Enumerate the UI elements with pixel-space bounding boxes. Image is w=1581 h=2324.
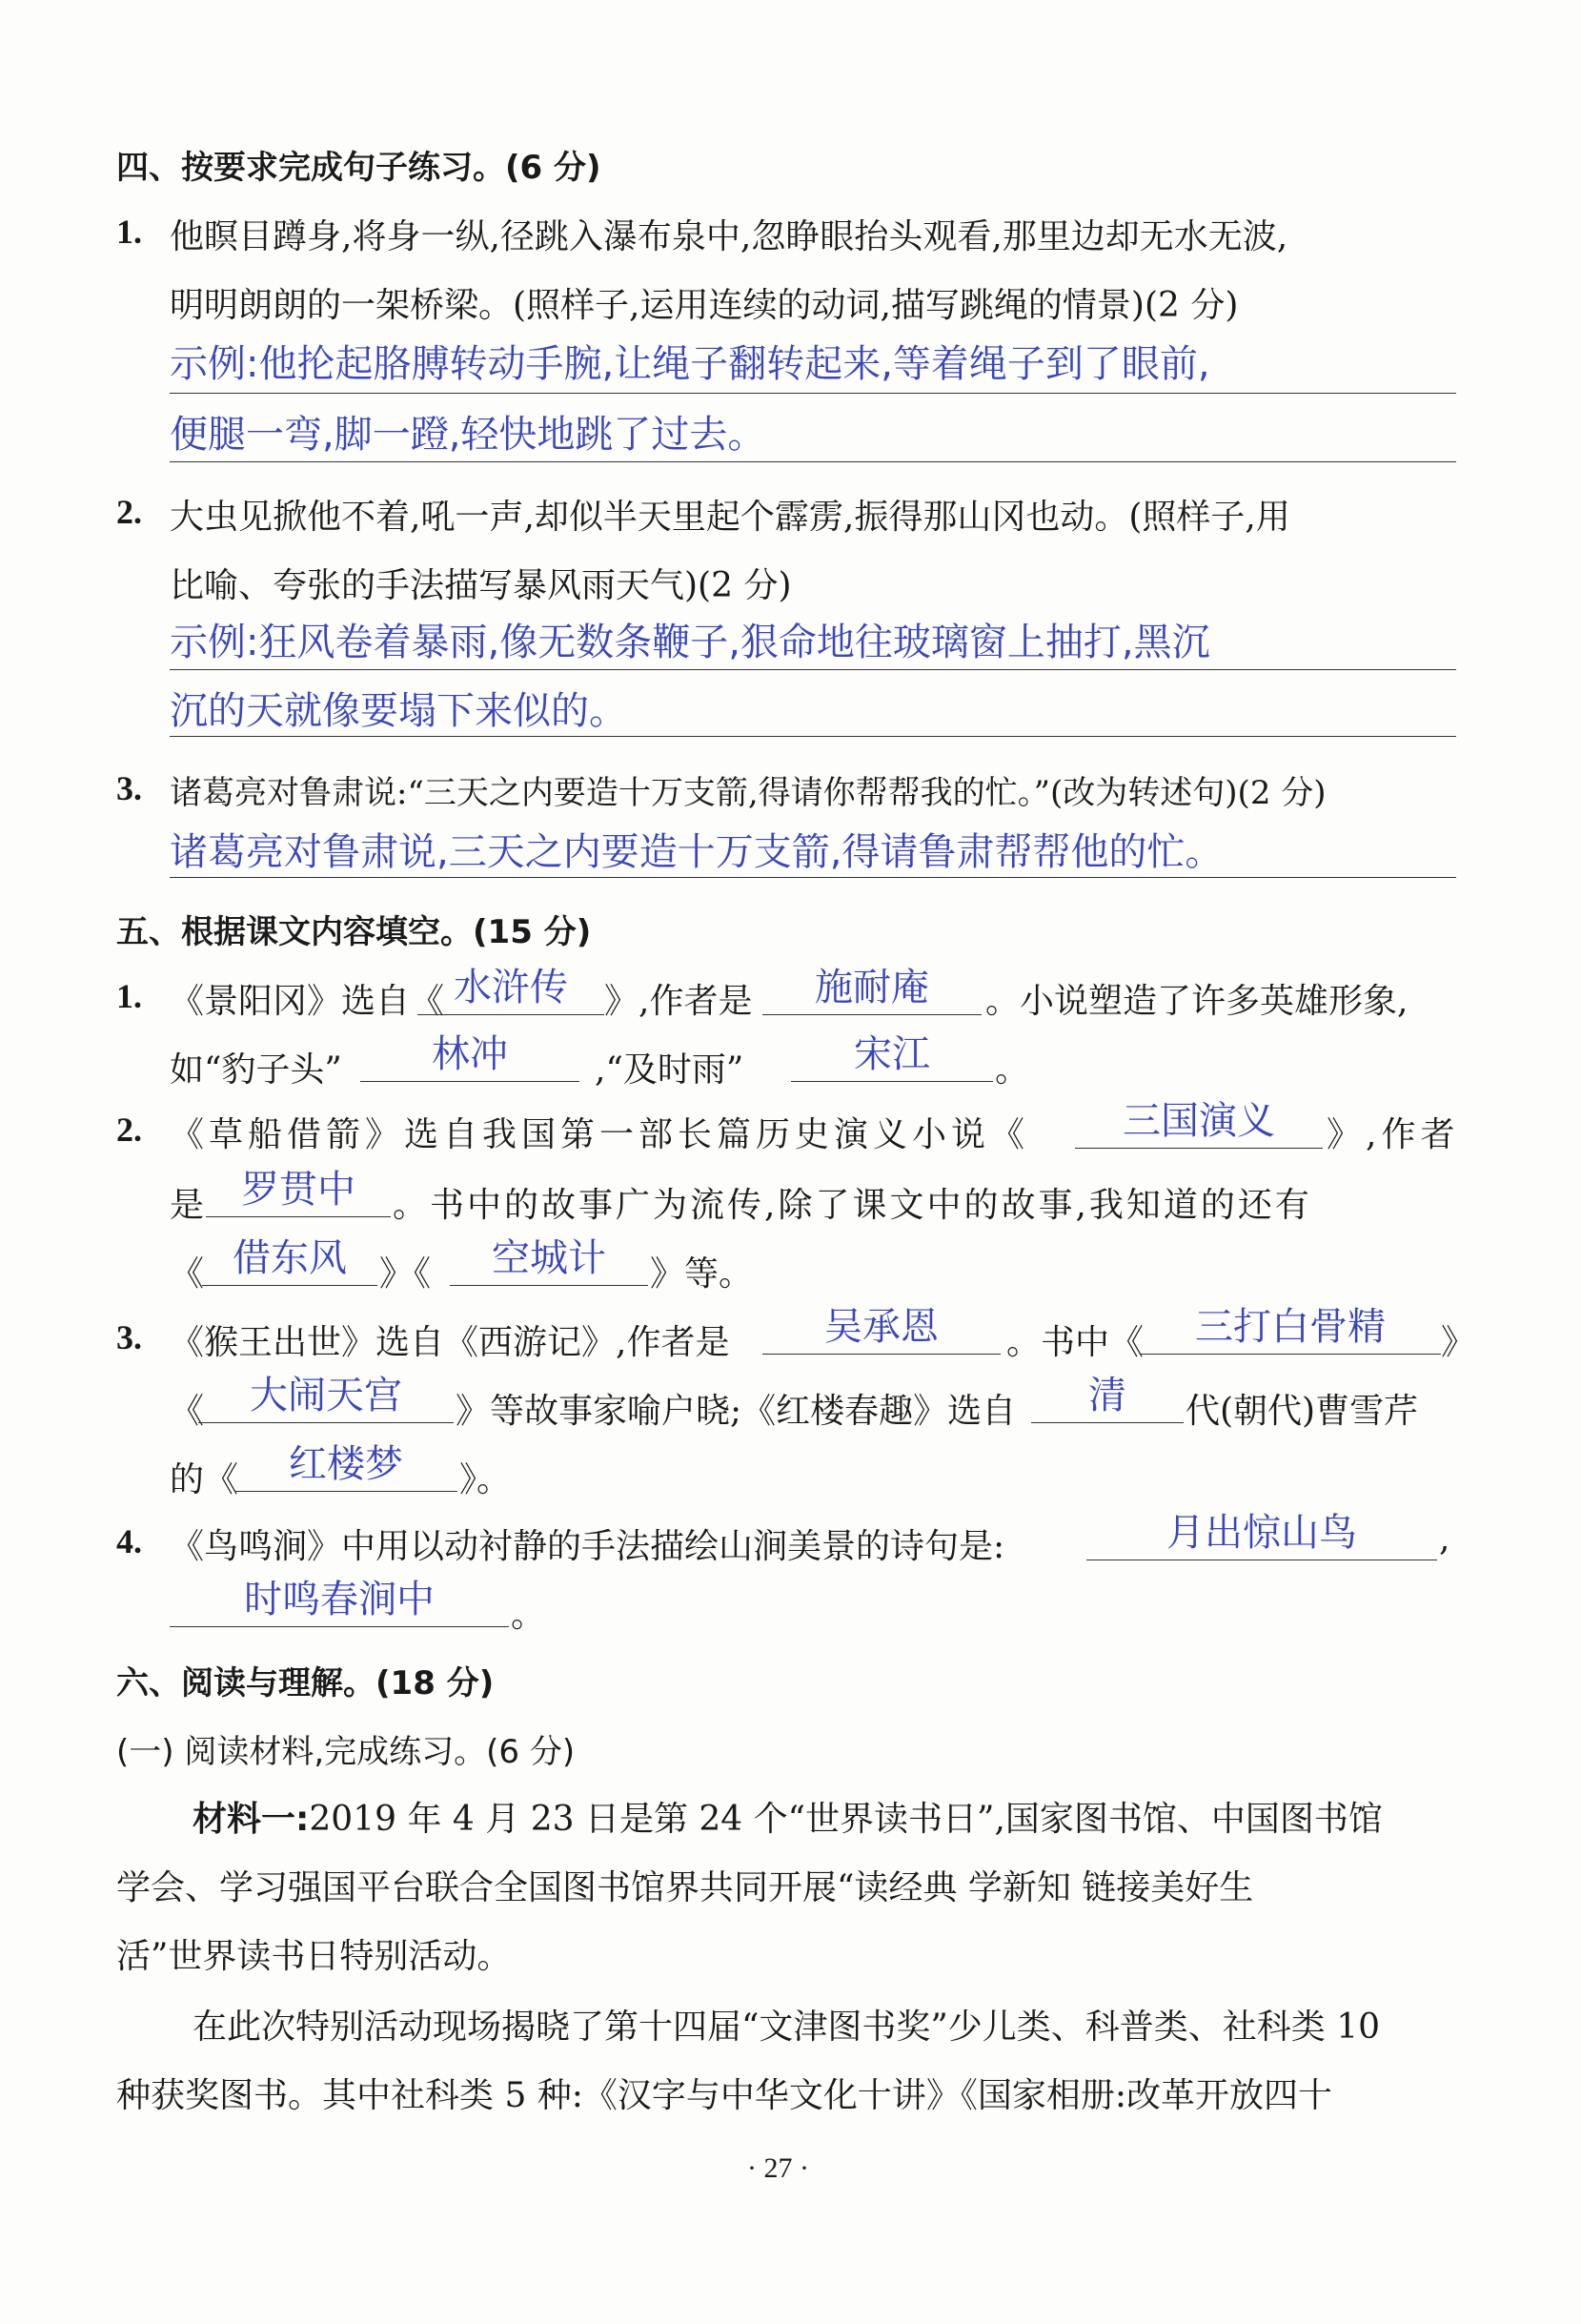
blank-line: [417, 1014, 604, 1015]
q5-1-number: 1.: [116, 977, 142, 1015]
q5-3-text-d: 《: [170, 1392, 205, 1431]
q5-2-text-f: 》《: [379, 1254, 432, 1294]
q5-3-answer-2: 三打白骨精: [1195, 1305, 1386, 1349]
q5-3-text-a: 《猴王出世》选自《西游记》,作者是: [170, 1323, 730, 1362]
q4-1-text-line2: 明明朗朗的一架桥梁。(照样子,运用连续的动词,描写跳绳的情景)(2 分): [170, 286, 1239, 325]
q5-3-text-h: 》。: [459, 1460, 512, 1499]
q5-1-text-d: 如“豹子头”: [170, 1050, 342, 1090]
q5-4-number: 4.: [116, 1522, 142, 1560]
q5-3-text-f: 代(朝代)曹雪芹: [1186, 1392, 1419, 1431]
q4-2-text-line1: 大虫见掀他不着,吼一声,却似半天里起个霹雳,振得那山冈也动。(照样子,用: [170, 498, 1290, 537]
q5-4-text-a: 《鸟鸣涧》中用以动衬静的手法描绘山涧美景的诗句是:: [170, 1527, 1005, 1566]
q5-1-answer-1: 水浒传: [454, 966, 568, 1009]
answer-rule: [170, 461, 1456, 462]
q5-2-answer-1: 三国演义: [1123, 1099, 1275, 1143]
material-1-para2-line1: 在此次特别活动现场揭晓了第十四届“文津图书奖”少儿类、科普类、社科类 10: [193, 2008, 1381, 2047]
q4-2-answer-line2: 沉的天就像要塌下来似的。: [170, 689, 627, 733]
q5-2-text-a: 《草船借箭》选自我国第一部长篇历史演义小说《: [170, 1115, 1030, 1154]
q5-1-text-c: 。小说塑造了许多英雄形象,: [985, 982, 1409, 1021]
q5-3-text-e: 》等故事家喻户晓;《红楼春趣》选自: [456, 1392, 1017, 1431]
q4-1-answer-line2: 便腿一弯,脚一蹬,轻快地跳了过去。: [170, 413, 766, 457]
blank-line: [1140, 1354, 1441, 1355]
blank-line: [202, 1285, 377, 1286]
blank-line: [450, 1285, 648, 1286]
q5-3-number: 3.: [116, 1318, 142, 1356]
material-1-line2: 学会、学习强国平台联合全国图书馆界共同开展“读经典 学新知 链接美好生: [116, 1868, 1254, 1907]
q5-3-text-b: 。书中《: [1006, 1323, 1145, 1362]
q5-2-number: 2.: [116, 1111, 142, 1149]
blank-line: [1075, 1148, 1323, 1149]
page-number: · 27 ·: [747, 2152, 809, 2184]
section-5-title: 五、根据课文内容填空。(15 分): [116, 913, 592, 951]
q5-1-answer-4: 宋江: [854, 1032, 930, 1076]
q5-4-text-c: 。: [511, 1596, 546, 1635]
q4-2-answer-line1: 示例:狂风卷着暴雨,像无数条鞭子,狠命地往玻璃窗上抽打,黑沉: [170, 621, 1210, 664]
section-6-sub1-title: (一) 阅读材料,完成练习。(6 分): [116, 1733, 576, 1771]
material-1-line1: [193, 1792, 1383, 1841]
q5-2-answer-4: 空城计: [492, 1236, 606, 1280]
q4-3-answer-line1: 诸葛亮对鲁肃说,三天之内要造十万支箭,得请鲁肃帮帮他的忙。: [170, 830, 1224, 874]
material-1-label: 材料一:: [193, 1800, 310, 1839]
q5-2-answer-3: 借东风: [233, 1236, 347, 1280]
q5-2-text-g: 》等。: [650, 1254, 754, 1294]
material-1-para2-line2: 种获奖图书。其中社科类 5 种:《汉字与中华文化十讲》《国家相册:改革开放四十: [116, 2076, 1333, 2115]
blank-line: [198, 1422, 454, 1423]
q5-1-answer-2: 施耐庵: [815, 966, 929, 1009]
q5-1-text-b: 》,作者是: [604, 982, 753, 1021]
blank-line: [762, 1014, 982, 1015]
q5-1-text-e: ,“及时雨”: [595, 1050, 744, 1090]
q5-1-text-f: 。: [995, 1050, 1030, 1090]
q5-3-text-g: 的《: [170, 1460, 239, 1499]
section-6-title: 六、阅读与理解。(18 分): [116, 1664, 495, 1702]
q5-3-answer-3: 大闹天宫: [250, 1374, 402, 1417]
q4-1-number: 1.: [116, 213, 142, 251]
answer-rule: [170, 736, 1456, 737]
q4-2-number: 2.: [116, 493, 142, 531]
blank-line: [791, 1081, 993, 1082]
q5-4-answer-1: 月出惊山鸟: [1166, 1511, 1357, 1555]
q5-2-text-e: 《: [170, 1254, 205, 1294]
q4-1-text-line1: 他瞑目蹲身,将身一纵,径跳入瀑布泉中,忽睁眼抬头观看,那里边却无水无波,: [170, 217, 1288, 256]
q4-1-answer-line1: 示例:他抡起胳膊转动手腕,让绳子翻转起来,等着绳子到了眼前,: [170, 342, 1210, 386]
blank-line: [360, 1081, 579, 1082]
q5-1-text-a: 《景阳冈》选自《: [170, 982, 445, 1021]
q5-2-text-b: 》,作者: [1327, 1115, 1460, 1154]
q5-2-text-c: 是: [170, 1186, 205, 1225]
q5-3-answer-4: 清: [1088, 1374, 1126, 1417]
material-1-text1: 2019 年 4 月 23 日是第 24 个“世界读书日”,国家图书馆、中国图书馆: [309, 1800, 1383, 1839]
q5-3-answer-5: 红楼梦: [289, 1442, 403, 1486]
blank-line: [1031, 1422, 1184, 1423]
blank-line: [762, 1354, 1001, 1355]
section-4-title: 四、按要求完成句子练习。(6 分): [116, 149, 601, 187]
blank-line: [234, 1491, 457, 1492]
q5-4-answer-2: 时鸣春涧中: [244, 1578, 435, 1621]
q4-3-text-line1: 诸葛亮对鲁肃说:“三天之内要造十万支箭,得请你帮帮我的忙。”(改为转述句)(2 分): [170, 774, 1327, 812]
answer-rule: [170, 393, 1456, 394]
answer-rule: [170, 877, 1456, 878]
q5-1-answer-3: 林冲: [432, 1032, 508, 1076]
q4-2-text-line2: 比喻、夸张的手法描写暴风雨天气)(2 分): [170, 566, 792, 605]
q5-3-answer-1: 吴承恩: [824, 1305, 939, 1349]
q5-2-text-d: 。书中的故事广为流传,除了课文中的故事,我知道的还有: [393, 1186, 1312, 1225]
q4-3-number: 3.: [116, 769, 142, 807]
q5-2-answer-2: 罗贯中: [241, 1168, 355, 1212]
answer-rule: [170, 669, 1456, 670]
material-1-line3: 活”世界读书日特别活动。: [116, 1937, 512, 1976]
q5-4-text-b: ,: [1439, 1519, 1450, 1559]
q5-3-text-c: 》: [1441, 1323, 1476, 1362]
blank-line: [170, 1626, 509, 1627]
blank-line: [206, 1216, 391, 1217]
